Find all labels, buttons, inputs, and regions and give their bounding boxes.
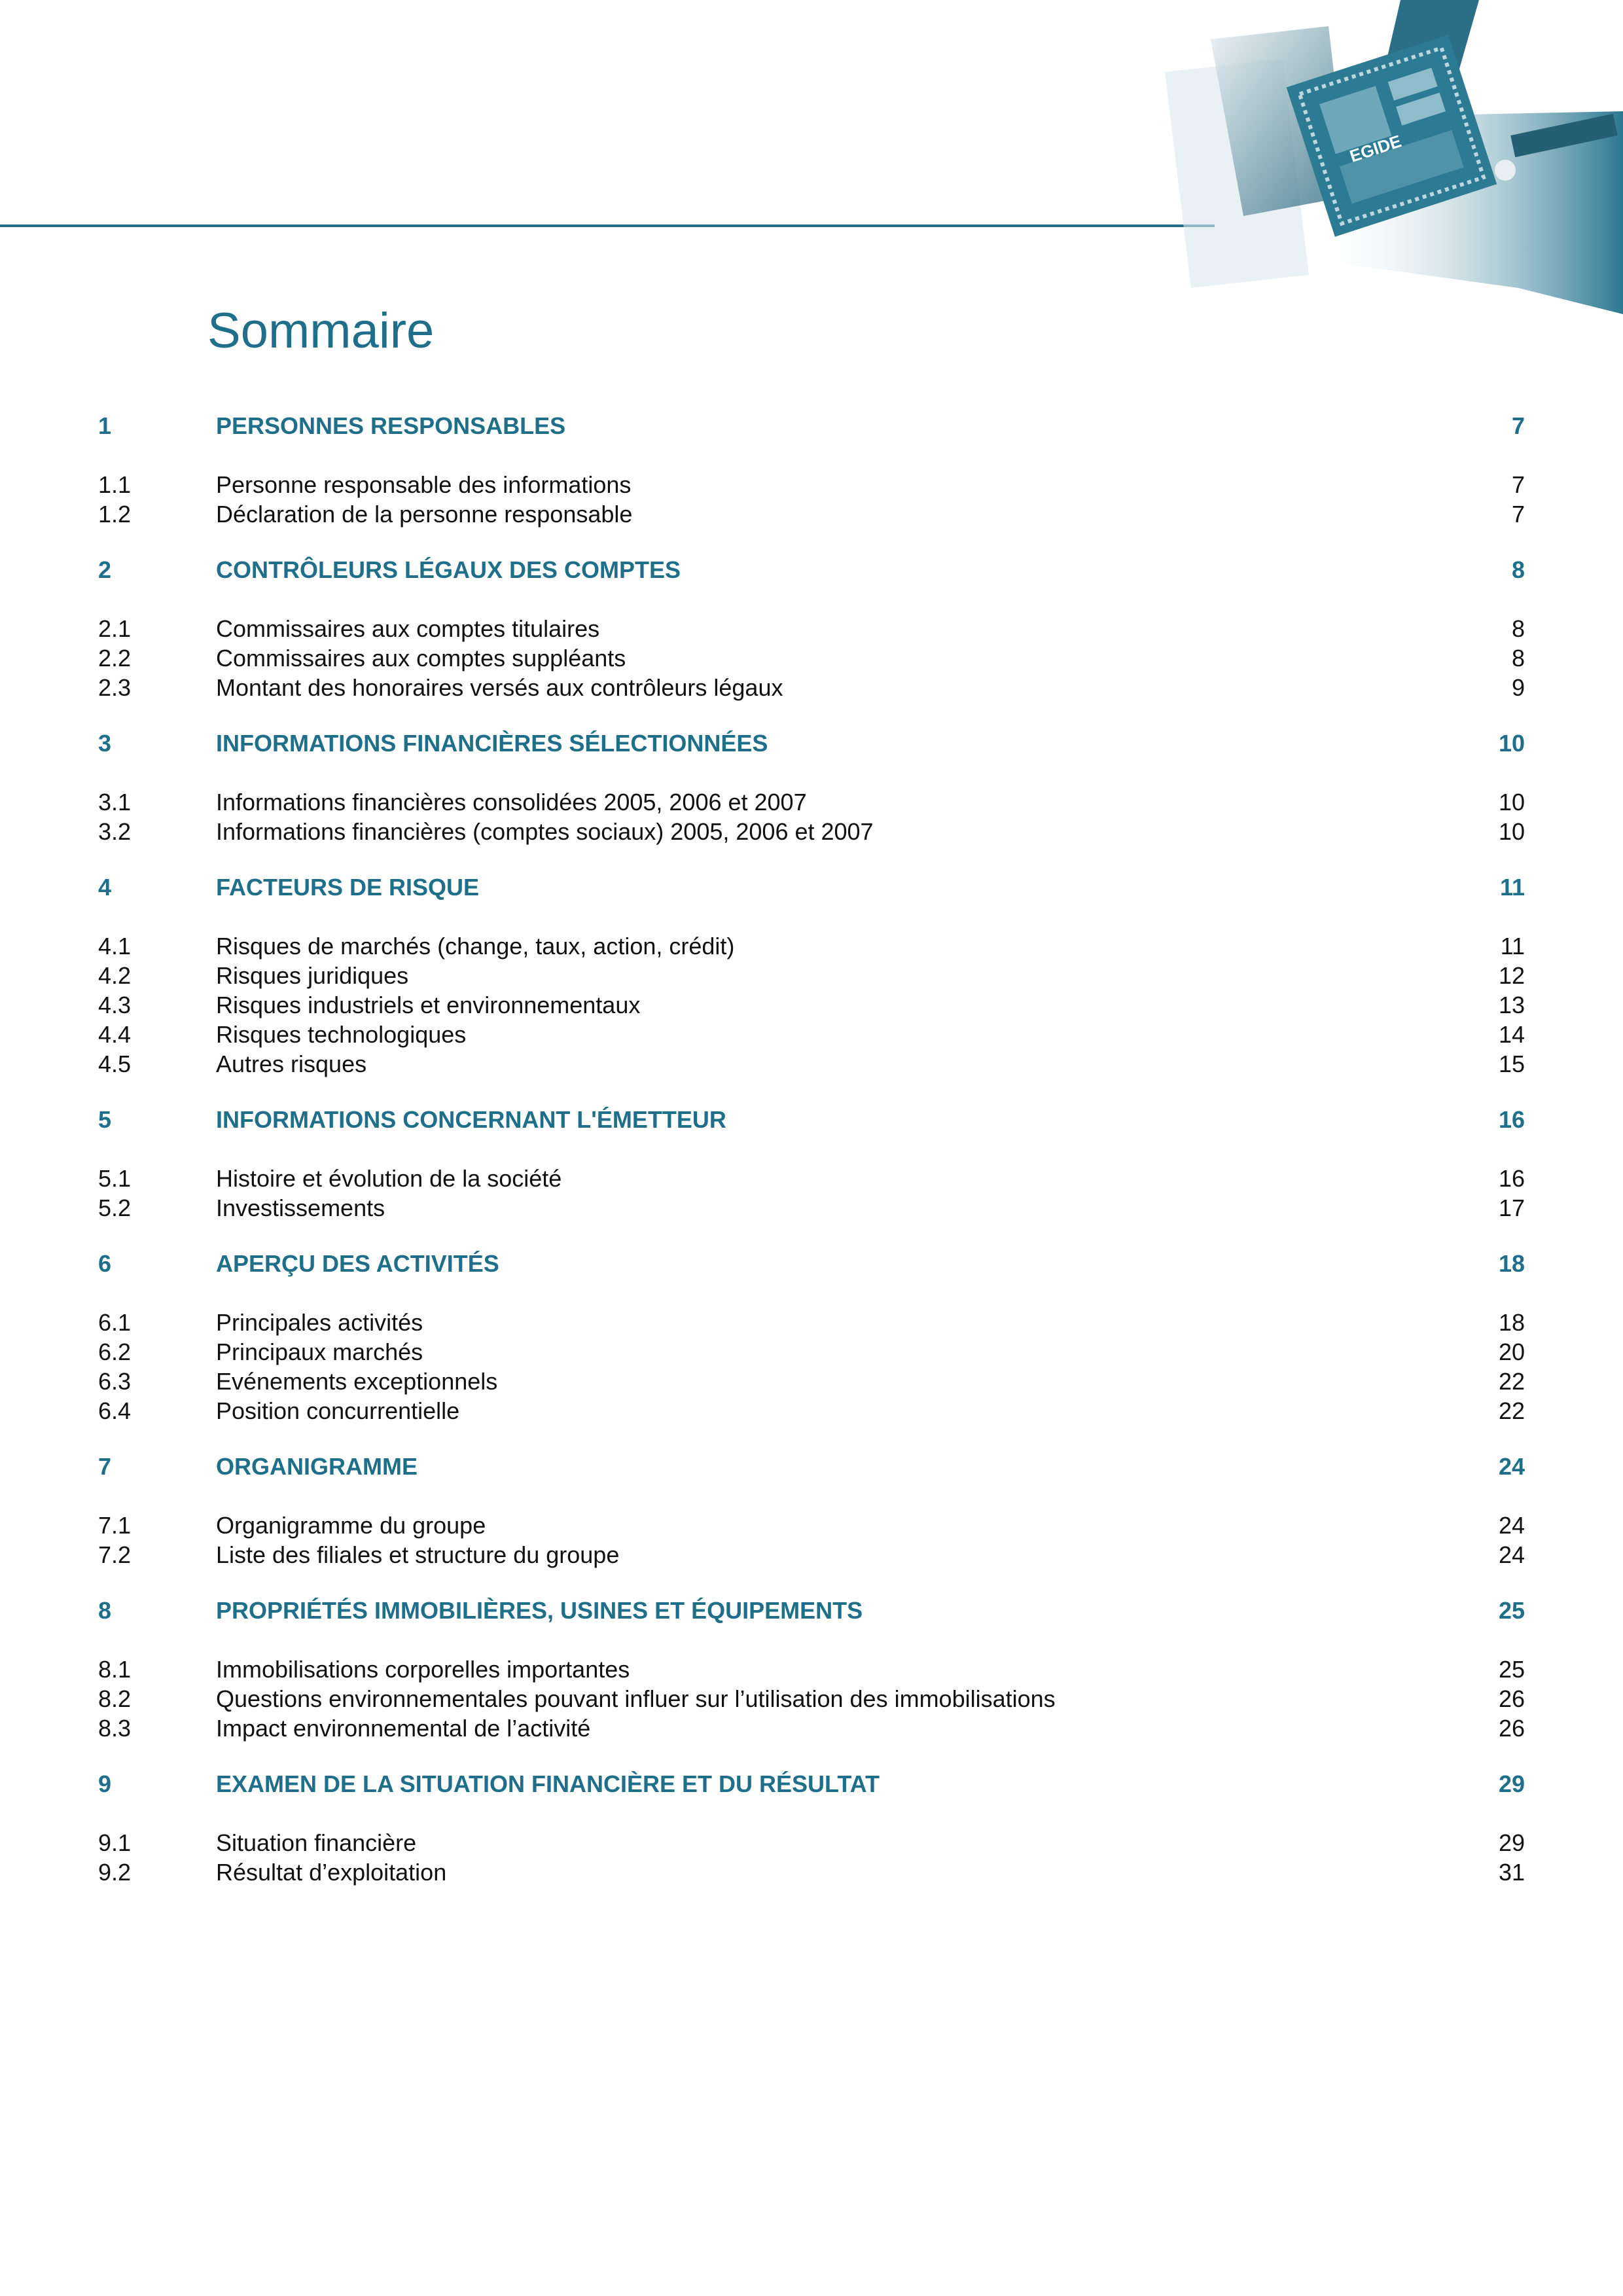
toc-entry[interactable] xyxy=(98,1829,1525,1859)
toc-entry[interactable] xyxy=(98,1512,1525,1541)
section-page-number: 16 xyxy=(1498,1106,1525,1133)
entry-number: 4.1 xyxy=(98,933,132,960)
toc-section xyxy=(98,730,1525,848)
section-page-number: 24 xyxy=(1498,1453,1525,1480)
section-title: FACTEURS DE RISQUE xyxy=(216,874,480,901)
section-title: INFORMATIONS CONCERNANT L'ÉMETTEUR xyxy=(216,1106,726,1133)
entry-number: 3.2 xyxy=(98,818,132,845)
entry-page-number: 8 xyxy=(1511,645,1525,672)
entry-page-number: 16 xyxy=(1498,1165,1525,1192)
section-number: 4 xyxy=(98,874,112,901)
entry-number: 4.3 xyxy=(98,992,132,1018)
toc-section xyxy=(98,874,1525,1080)
entry-page-number: 15 xyxy=(1498,1050,1525,1077)
toc-section xyxy=(98,1597,1525,1744)
toc-entry[interactable] xyxy=(98,789,1525,818)
toc-entry[interactable] xyxy=(98,1338,1525,1368)
entry-number: 7.2 xyxy=(98,1541,132,1568)
entry-number: 1.1 xyxy=(98,471,132,498)
satellite-icon xyxy=(1495,160,1516,181)
toc-entry[interactable] xyxy=(98,933,1525,962)
entry-number: 2.3 xyxy=(98,674,132,701)
toc-section xyxy=(98,556,1525,704)
toc-section-heading[interactable] xyxy=(98,730,1525,765)
entry-number: 7.1 xyxy=(98,1512,132,1539)
toc-entry[interactable] xyxy=(98,992,1525,1021)
entry-title: Autres risques xyxy=(216,1050,367,1077)
section-title: INFORMATIONS FINANCIÈRES SÉLECTIONNÉES xyxy=(216,730,768,757)
section-page-number: 18 xyxy=(1498,1250,1525,1277)
entry-page-number: 24 xyxy=(1498,1512,1525,1539)
entry-title: Evénements exceptionnels xyxy=(216,1368,498,1395)
entry-title: Risques technologiques xyxy=(216,1021,467,1048)
toc-entry[interactable] xyxy=(98,1715,1525,1744)
entry-page-number: 7 xyxy=(1511,471,1525,498)
toc-entry[interactable] xyxy=(98,615,1525,645)
toc-section xyxy=(98,1250,1525,1427)
section-number: 6 xyxy=(98,1250,112,1277)
entry-number: 5.2 xyxy=(98,1194,132,1221)
toc-section-heading[interactable] xyxy=(98,1250,1525,1285)
toc-entry[interactable] xyxy=(98,1656,1525,1685)
entry-number: 1.2 xyxy=(98,501,132,528)
entry-page-number: 26 xyxy=(1498,1685,1525,1712)
section-number: 7 xyxy=(98,1453,112,1480)
entry-page-number: 22 xyxy=(1498,1368,1525,1395)
svg-text:EGIDE: EGIDE xyxy=(1347,131,1404,166)
toc-entry[interactable] xyxy=(98,674,1525,704)
entry-title: Impact environnemental de l’activité xyxy=(216,1715,591,1742)
section-title: CONTRÔLEURS LÉGAUX DES COMPTES xyxy=(216,556,681,583)
toc-entry[interactable] xyxy=(98,645,1525,674)
entry-page-number: 29 xyxy=(1498,1829,1525,1856)
section-number: 2 xyxy=(98,556,112,583)
header-banner-image xyxy=(1113,0,1623,314)
entry-title: Principales activités xyxy=(216,1309,423,1336)
entry-page-number: 7 xyxy=(1511,501,1525,528)
toc-section-heading[interactable] xyxy=(98,1106,1525,1141)
entry-page-number: 10 xyxy=(1498,789,1525,816)
entry-title: Organigramme du groupe xyxy=(216,1512,486,1539)
entry-number: 9.2 xyxy=(98,1859,132,1886)
entry-title: Commissaires aux comptes titulaires xyxy=(216,615,600,642)
table-of-contents xyxy=(98,412,1525,1914)
section-page-number: 29 xyxy=(1498,1770,1525,1797)
toc-section-heading[interactable] xyxy=(98,556,1525,592)
toc-section xyxy=(98,1453,1525,1571)
toc-section-heading[interactable] xyxy=(98,874,1525,909)
entry-page-number: 11 xyxy=(1500,933,1525,960)
entry-number: 4.2 xyxy=(98,962,132,989)
toc-section-heading[interactable] xyxy=(98,1770,1525,1806)
entry-number: 8.2 xyxy=(98,1685,132,1712)
entry-title: Risques de marchés (change, taux, action, crédit) xyxy=(216,933,735,960)
entry-number: 2.1 xyxy=(98,615,132,642)
section-page-number: 7 xyxy=(1511,412,1525,439)
entry-page-number: 24 xyxy=(1498,1541,1525,1568)
entry-number: 4.4 xyxy=(98,1021,132,1048)
toc-section-heading[interactable] xyxy=(98,1453,1525,1488)
entry-title: Principaux marchés xyxy=(216,1338,423,1365)
entry-number: 9.1 xyxy=(98,1829,132,1856)
entry-page-number: 14 xyxy=(1498,1021,1525,1048)
toc-entry[interactable] xyxy=(98,1309,1525,1338)
entry-number: 8.1 xyxy=(98,1656,132,1683)
page-title: Sommaire xyxy=(207,303,435,359)
section-page-number: 10 xyxy=(1498,730,1525,757)
toc-section xyxy=(98,412,1525,530)
entry-title: Questions environnementales pouvant influer sur l’utilisation des immobilisations xyxy=(216,1685,1056,1712)
section-title: ORGANIGRAMME xyxy=(216,1453,418,1480)
toc-entry[interactable] xyxy=(98,962,1525,992)
entry-number: 6.3 xyxy=(98,1368,132,1395)
entry-page-number: 20 xyxy=(1498,1338,1525,1365)
section-number: 1 xyxy=(98,412,112,439)
header-rule xyxy=(0,224,1215,227)
toc-section-heading[interactable] xyxy=(98,412,1525,448)
entry-page-number: 9 xyxy=(1511,674,1525,701)
entry-title: Informations financières (comptes sociaux) 2005, 2006 et 2007 xyxy=(216,818,874,845)
entry-page-number: 26 xyxy=(1498,1715,1525,1742)
toc-entry[interactable] xyxy=(98,1859,1525,1888)
entry-title: Position concurrentielle xyxy=(216,1397,460,1424)
entry-page-number: 12 xyxy=(1498,962,1525,989)
entry-page-number: 10 xyxy=(1498,818,1525,845)
entry-title: Risques industriels et environnementaux xyxy=(216,992,641,1018)
entry-page-number: 18 xyxy=(1498,1309,1525,1336)
section-number: 8 xyxy=(98,1597,112,1624)
entry-number: 6.2 xyxy=(98,1338,132,1365)
entry-number: 5.1 xyxy=(98,1165,132,1192)
toc-section xyxy=(98,1770,1525,1888)
entry-page-number: 17 xyxy=(1498,1194,1525,1221)
section-title: EXAMEN DE LA SITUATION FINANCIÈRE ET DU RÉSULTAT xyxy=(216,1770,880,1797)
section-title: PERSONNES RESPONSABLES xyxy=(216,412,566,439)
toc-entry[interactable] xyxy=(98,818,1525,848)
entry-title: Montant des honoraires versés aux contrôleurs légaux xyxy=(216,674,783,701)
entry-number: 6.1 xyxy=(98,1309,132,1336)
entry-page-number: 8 xyxy=(1511,615,1525,642)
entry-title: Liste des filiales et structure du groupe xyxy=(216,1541,620,1568)
entry-number: 3.1 xyxy=(98,789,132,816)
toc-entry[interactable] xyxy=(98,1685,1525,1715)
section-number: 9 xyxy=(98,1770,112,1797)
entry-title: Immobilisations corporelles importantes xyxy=(216,1656,630,1683)
entry-title: Déclaration de la personne responsable xyxy=(216,501,633,528)
entry-title: Situation financière xyxy=(216,1829,417,1856)
toc-section-heading[interactable] xyxy=(98,1597,1525,1632)
toc-entry[interactable] xyxy=(98,1368,1525,1397)
section-number: 5 xyxy=(98,1106,112,1133)
toc-section xyxy=(98,1106,1525,1224)
entry-page-number: 31 xyxy=(1498,1859,1525,1886)
section-page-number: 11 xyxy=(1499,874,1525,901)
section-page-number: 25 xyxy=(1498,1597,1525,1624)
entry-number: 2.2 xyxy=(98,645,132,672)
entry-title: Risques juridiques xyxy=(216,962,409,989)
section-page-number: 8 xyxy=(1511,556,1525,583)
toc-entry[interactable] xyxy=(98,501,1525,530)
toc-entry[interactable] xyxy=(98,471,1525,501)
toc-entry[interactable] xyxy=(98,1021,1525,1050)
entry-page-number: 13 xyxy=(1498,992,1525,1018)
entry-title: Résultat d’exploitation xyxy=(216,1859,447,1886)
entry-title: Personne responsable des informations xyxy=(216,471,632,498)
toc-entry[interactable] xyxy=(98,1397,1525,1427)
entry-page-number: 22 xyxy=(1498,1397,1525,1424)
section-number: 3 xyxy=(98,730,112,757)
entry-page-number: 25 xyxy=(1498,1656,1525,1683)
section-title: PROPRIÉTÉS IMMOBILIÈRES, USINES ET ÉQUIPEMENTS xyxy=(216,1597,863,1624)
toc-entry[interactable] xyxy=(98,1194,1525,1224)
toc-entry[interactable] xyxy=(98,1050,1525,1080)
entry-number: 4.5 xyxy=(98,1050,132,1077)
entry-title: Commissaires aux comptes suppléants xyxy=(216,645,626,672)
entry-title: Informations financières consolidées 2005, 2006 et 2007 xyxy=(216,789,807,816)
entry-number: 6.4 xyxy=(98,1397,132,1424)
entry-number: 8.3 xyxy=(98,1715,132,1742)
entry-title: Investissements xyxy=(216,1194,385,1221)
entry-title: Histoire et évolution de la société xyxy=(216,1165,562,1192)
section-title: APERÇU DES ACTIVITÉS xyxy=(216,1250,499,1277)
toc-entry[interactable] xyxy=(98,1541,1525,1571)
toc-entry[interactable] xyxy=(98,1165,1525,1194)
